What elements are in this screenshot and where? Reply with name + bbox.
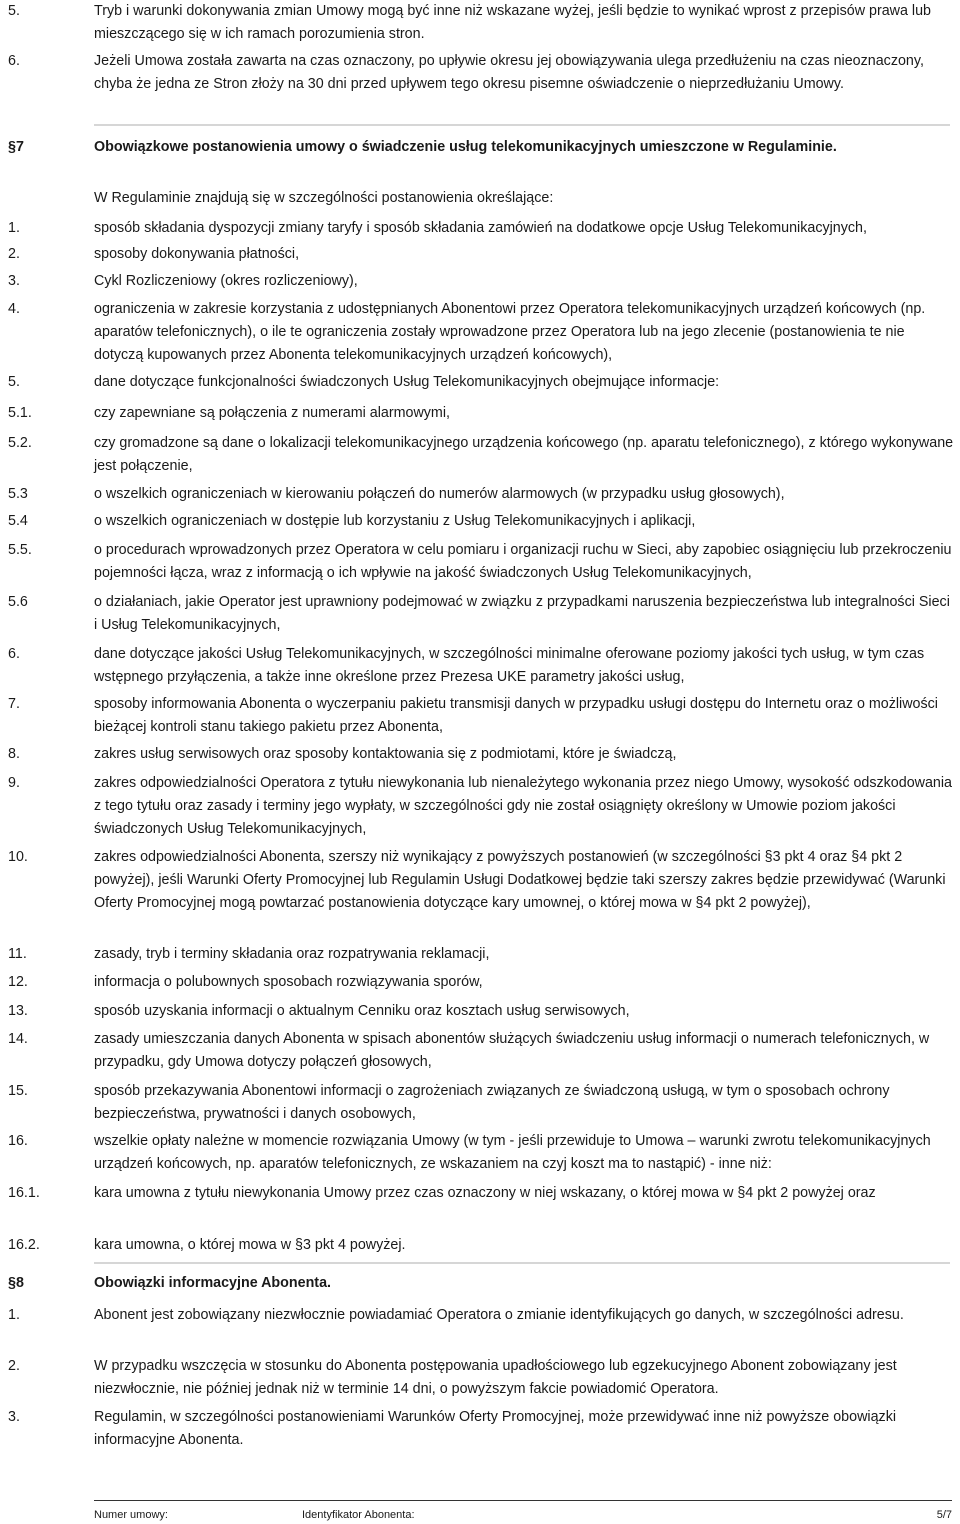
item-text: Jeżeli Umowa została zawarta na czas oznaczony, po upływie okresu jej obowiązywania ulega przedłużeniu na czas nieoznaczony, chyba że jedna ze Stron złoży na 30 dni przed upływem tego okresu pisemne oświadczenie o nieprzedłużaniu Umowy. (94, 53, 924, 92)
section-number: §7 (8, 139, 24, 155)
item-text: kara umowna, o której mowa w §3 pkt 4 powyżej. (94, 1237, 406, 1253)
item-text: zakres odpowiedzialności Operatora z tytułu niewykonania lub nienależytego wykonania przez niego Umowy, wysokość odszkodowania z tego tytułu oraz zasady i terminy jego wypłaty, w szczególności gdy nie został osiągnięty określony w Umowie poziom jakości świadczonych Usług Telekomunikacyjnych, (94, 775, 953, 837)
list-item (8, 1130, 956, 1176)
list-item (8, 371, 956, 394)
list-item (8, 591, 956, 637)
item-number: 5.2. (8, 435, 32, 451)
item-text: sposób uzyskania informacji o aktualnym Cenniku oraz kosztach usług serwisowych, (94, 1003, 630, 1019)
list-item (8, 971, 956, 994)
list-item (8, 270, 956, 293)
item-number: 1. (8, 220, 20, 236)
page-number: 5/7 (936, 1509, 952, 1521)
item-text: Abonent jest zobowiązany niezwłocznie powiadamiać Operatora o zmianie identyfikujących go danych, w szczególności adresu. (94, 1307, 904, 1323)
list-item (8, 1304, 956, 1327)
item-text: zakres odpowiedzialności Abonenta, szerszy niż wynikający z powyższych postanowień (w szczególności §3 pkt 4 oraz §4 pkt 2 powyżej), jeśli Warunki Oferty Promocyjnej lub Regulamin Usługi Dodatkowej będzie taki szerszy zakres będzie przewidywać (Warunki Oferty Promocyjnej mogą powtarzać postanowienia dotyczące kary umownej, o której mowa w §4 pkt 2 powyżej), (94, 849, 946, 911)
subscriber-id-label: Identyfikator Abonenta: (302, 1509, 415, 1521)
item-text: sposoby dokonywania płatności, (94, 246, 300, 262)
item-number: 16.2. (8, 1237, 40, 1253)
item-text: wszelkie opłaty należne w momencie rozwiązania Umowy (w tym - jeśli przewiduje to Umowa – warunki zwrotu telekomunikacyjnych urządzeń końcowych, np. aparatów telefonicznych, ze wskazaniem na czyj koszt ma to nastąpić) - inne niż: (94, 1133, 931, 1172)
item-number: 11. (8, 946, 27, 962)
list-item (8, 432, 956, 478)
section-title: Obowiązki informacyjne Abonenta. (94, 1275, 331, 1291)
item-number: 5.4 (8, 513, 28, 529)
list-item (8, 772, 956, 841)
item-number: 14. (8, 1031, 28, 1047)
item-number: 8. (8, 746, 20, 762)
list-item (8, 298, 956, 367)
list-item (8, 693, 956, 739)
item-number: 10. (8, 849, 28, 865)
item-number: 6. (8, 646, 20, 662)
item-number: 1. (8, 1307, 20, 1323)
item-number: 2. (8, 1358, 20, 1374)
list-item (8, 1080, 956, 1126)
item-text: zakres usług serwisowych oraz sposoby kontaktowania się z podmiotami, które je świadczą, (94, 746, 677, 762)
item-number: 5. (8, 374, 20, 390)
item-number: 13. (8, 1003, 28, 1019)
item-text: czy zapewniane są połączenia z numerami alarmowymi, (94, 405, 450, 421)
item-number: 5.5. (8, 542, 32, 558)
item-text: o wszelkich ograniczeniach w dostępie lub korzystaniu z Usług Telekomunikacyjnych i aplikacji, (94, 513, 696, 529)
list-item (8, 1406, 956, 1452)
item-text: o działaniach, jakie Operator jest uprawniony podejmować w związku z przypadkami naruszenia bezpieczeństwa lub integralności Sieci i Usług Telekomunikacyjnych, (94, 594, 950, 633)
item-text: sposób składania dyspozycji zmiany taryfy i sposób składania zamówień na dodatkowe opcje Usług Telekomunikacyjnych, (94, 220, 867, 236)
item-text: informacja o polubownych sposobach rozwiązywania sporów, (94, 974, 483, 990)
list-item (8, 743, 956, 766)
item-text: dane dotyczące funkcjonalności świadczonych Usług Telekomunikacyjnych obejmujące informacje: (94, 374, 720, 390)
list-item (8, 1355, 956, 1401)
item-text: o procedurach wprowadzonych przez Operatora w celu pomiaru i organizacji ruchu w Sieci, aby zapobiec osiągnięciu lub przekroczeniu pojemności łącza, wraz z informacją o ich wpływie na jakość świadczonych Usług Telekomunikacyjnych, (94, 542, 952, 581)
item-number: 7. (8, 696, 20, 712)
item-text: sposoby informowania Abonenta o wyczerpaniu pakietu transmisji danych w przypadku usługi dostępu do Internetu oraz o możliwości bieżącej kontroli stanu takiego pakietu przez Abonenta, (94, 696, 938, 735)
item-number: 5.1. (8, 405, 32, 421)
list-item (8, 217, 956, 240)
item-text: ograniczenia w zakresie korzystania z udostępnianych Abonentowi przez Operatora telekomunikacyjnych urządzeń końcowych (np. aparatów telefonicznych), o ile te ograniczenia zostały wprowadzone przez Operatora lub na jego zlecenie (postanowienia te nie dotyczą kupowanych przez Abonenta telekomunikacyjnych urządzeń końcowych), (94, 301, 926, 363)
item-text: sposób przekazywania Abonentowi informacji o zagrożeniach związanych ze świadczoną usługą, w tym o sposobach ochrony bezpieczeństwa, prywatności i danych osobowych, (94, 1083, 890, 1122)
item-text: kara umowna z tytułu niewykonania Umowy przez czas oznaczony w niej wskazany, o której mowa w §4 pkt 2 powyżej oraz (94, 1185, 876, 1201)
list-item (8, 1028, 956, 1074)
item-number: 16. (8, 1133, 28, 1149)
list-item (8, 643, 956, 689)
section-title: Obowiązkowe postanowienia umowy o świadczenie usług telekomunikacyjnych umieszczone w Regulaminie. (94, 139, 837, 155)
item-text: czy gromadzone są dane o lokalizacji telekomunikacyjnego urządzenia końcowego (np. aparatu telefonicznego), z którego wykonywane jest połączenie, (94, 435, 954, 474)
item-number: 4. (8, 301, 20, 317)
item-text: o wszelkich ograniczeniach w kierowaniu połączeń do numerów alarmowych (w przypadku usług głosowych), (94, 486, 785, 502)
contract-number-label: Numer umowy: (94, 1509, 168, 1521)
section-number: §8 (8, 1275, 24, 1291)
list-item (8, 1182, 956, 1205)
list-item (8, 0, 956, 46)
item-text: Tryb i warunki dokonywania zmian Umowy mogą być inne niż wskazane wyżej, jeśli będzie to wynikać wprost z przepisów prawa lub mieszczącego się w ich ramach porozumienia stron. (94, 3, 931, 42)
item-number: 5. (8, 3, 20, 19)
footer-divider (94, 1500, 952, 1501)
item-text: Cykl Rozliczeniowy (okres rozliczeniowy), (94, 273, 358, 289)
item-text: dane dotyczące jakości Usług Telekomunikacyjnych, w szczególności minimalne oferowane poziomy jakości tych usług, w tym czas wstępnego przyłączenia, a także inne określone przez Prezesa UKE parametry jakości usług, (94, 646, 925, 685)
item-number: 2. (8, 246, 20, 262)
list-item (8, 243, 956, 266)
list-item (8, 943, 956, 966)
list-item (8, 50, 956, 96)
item-text: W przypadku wszczęcia w stosunku do Abonenta postępowania upadłościowego lub egzekucyjnego Abonent zobowiązany jest niezwłocznie, nie później jednak niż w terminie 14 dni, o powyższym fakcie powiadomić Operatora. (94, 1358, 897, 1397)
list-item (8, 846, 956, 915)
item-text: Regulamin, w szczególności postanowieniami Warunków Oferty Promocyjnej, może przewidywać inne niż powyższe obowiązki informacyjne Abonenta. (94, 1409, 897, 1448)
section-divider (94, 1262, 950, 1264)
item-number: 16.1. (8, 1185, 40, 1201)
list-item (8, 539, 956, 585)
list-item (8, 402, 956, 425)
item-number: 3. (8, 1409, 20, 1425)
list-item (8, 483, 956, 506)
item-text: zasady, tryb i terminy składania oraz rozpatrywania reklamacji, (94, 946, 490, 962)
item-number: 6. (8, 53, 20, 69)
item-text: zasady umieszczania danych Abonenta w spisach abonentów służących świadczeniu usług informacji o numerach telefonicznych, w przypadku, gdy Umowa dotyczy połączeń głosowych, (94, 1031, 930, 1070)
item-number: 12. (8, 974, 28, 990)
section-divider (94, 124, 950, 126)
section-intro: W Regulaminie znajdują się w szczególności postanowienia określające: (94, 190, 554, 206)
item-number: 9. (8, 775, 20, 791)
section-heading (8, 136, 956, 159)
item-number: 5.3 (8, 486, 28, 502)
item-number: 5.6 (8, 594, 28, 610)
list-item (8, 510, 956, 533)
item-number: 3. (8, 273, 20, 289)
item-number: 15. (8, 1083, 28, 1099)
list-item (8, 1000, 956, 1023)
section-heading (8, 1272, 956, 1295)
list-item (8, 1234, 956, 1257)
